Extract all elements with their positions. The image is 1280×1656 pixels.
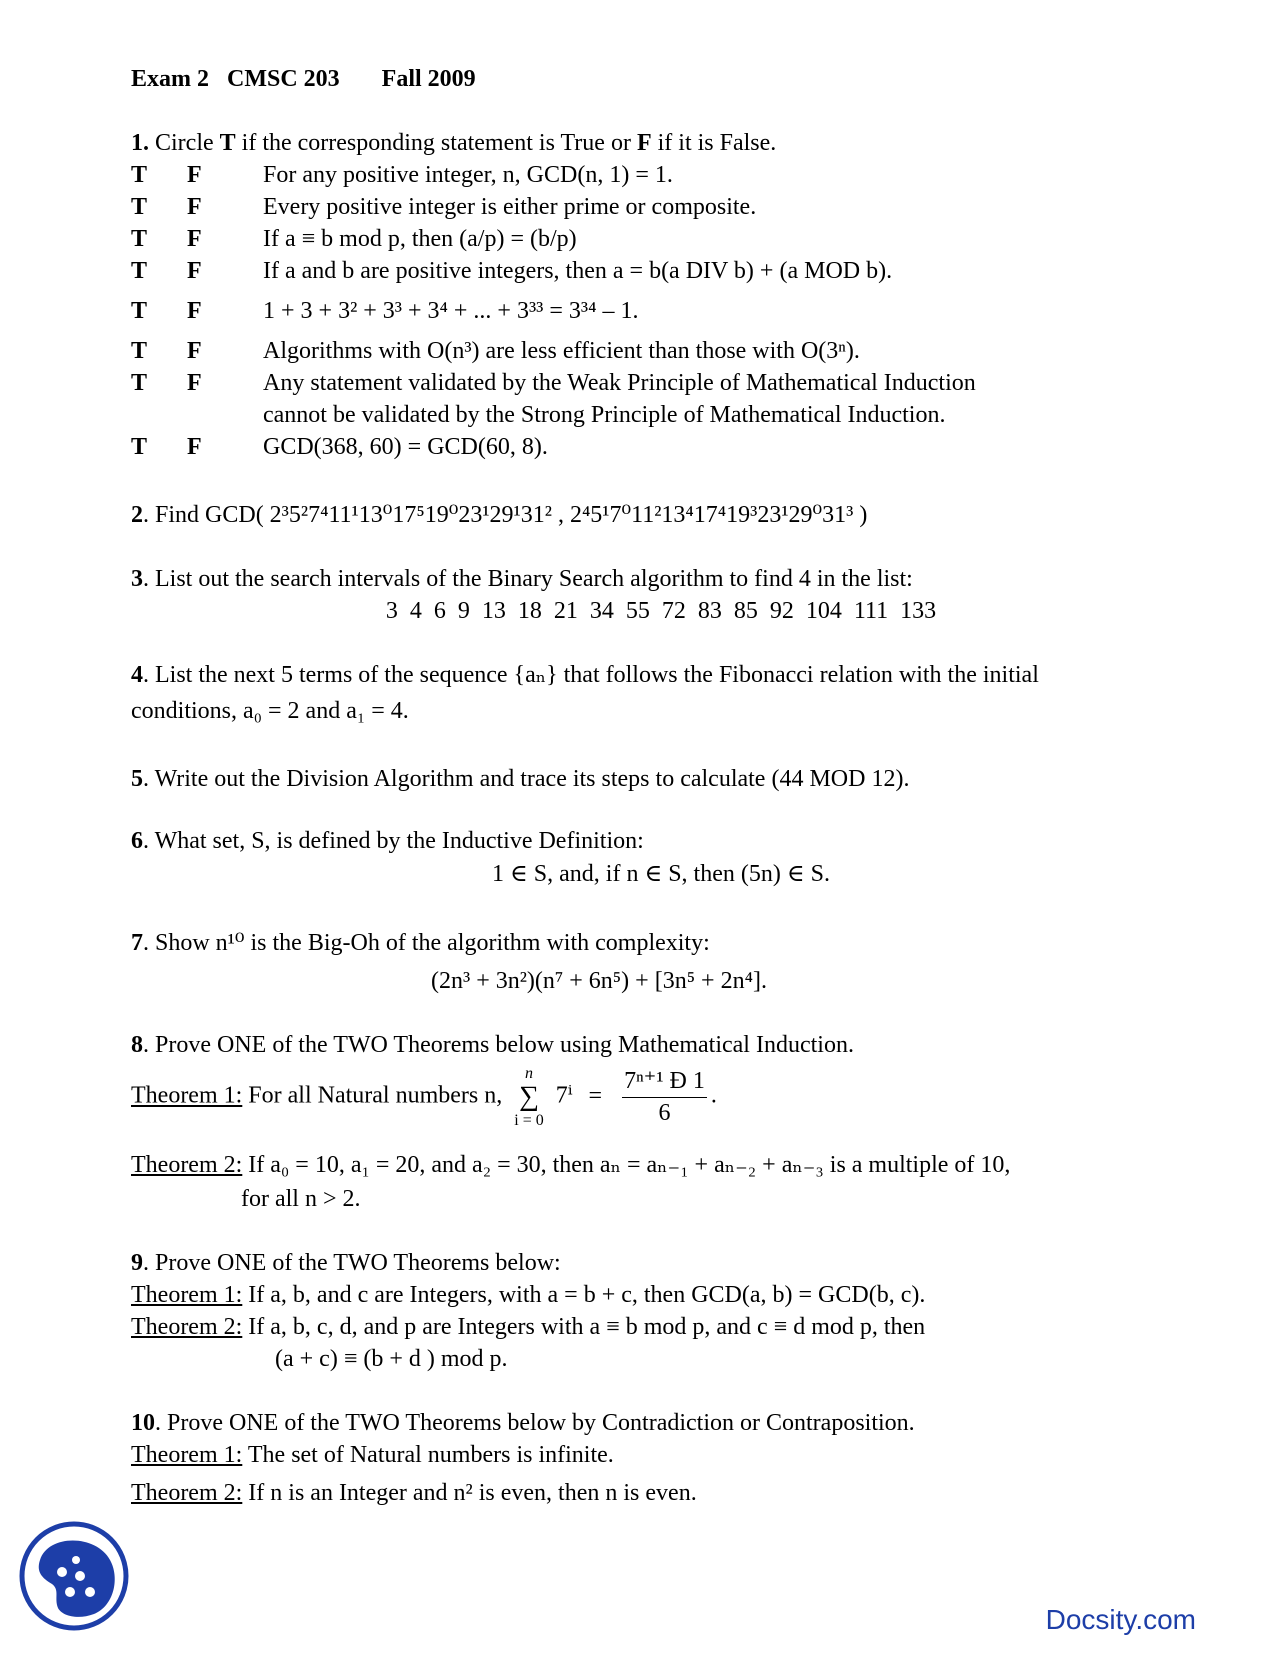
theorem-label: Theorem 1: — [131, 1442, 243, 1468]
q1-intro-t: T — [219, 130, 236, 156]
question-number: 2 — [131, 502, 143, 528]
true-option[interactable]: T — [131, 338, 148, 364]
question-text: . List the next 5 terms of the sequence {aₙ} that follows the Fibonacci relation with the initial — [143, 662, 1039, 688]
question-number: 3 — [131, 566, 143, 592]
theorem-text: For all Natural numbers n, — [248, 1082, 503, 1109]
true-option[interactable]: T — [131, 226, 148, 252]
course-label: CMSC 203 — [227, 66, 340, 92]
complexity-expression: (2n³ + 3n²)(n⁷ + 6n⁵) + [3n⁵ + 2n⁴]. — [431, 968, 767, 994]
theorem-text: The set of Natural numbers is infinite. — [247, 1442, 614, 1468]
false-option[interactable]: F — [187, 258, 202, 284]
question-7 — [131, 928, 1191, 959]
question-text: . Prove ONE of the TWO Theorems below using Mathematical Induction. — [143, 1032, 854, 1058]
search-list: 3 4 6 9 13 18 21 34 55 72 83 85 92 104 111 133 — [385, 598, 937, 624]
false-option[interactable]: F — [187, 226, 202, 252]
question-number: 6 — [131, 828, 143, 854]
tf-statement: Every positive integer is either prime or composite. — [263, 194, 757, 220]
question-number: 10 — [131, 1410, 155, 1436]
false-option[interactable]: F — [187, 434, 202, 460]
question-6 — [131, 826, 1191, 857]
equals-sign: = — [588, 1082, 603, 1109]
question-number: 9 — [131, 1250, 143, 1276]
true-option[interactable]: T — [131, 370, 148, 396]
inductive-definition: 1 ∈ S, and, if n ∈ S, then (5n) ∈ S. — [492, 861, 830, 887]
tf-statement: For any positive integer, n, GCD(n, 1) = 1. — [263, 162, 673, 188]
tf-statement: If a and b are positive integers, then a = b(a DIV b) + (a MOD b). — [263, 258, 893, 284]
question-2 — [131, 500, 1191, 531]
question-5 — [131, 764, 1191, 795]
tf-statement: If a ≡ b mod p, then (a/p) = (b/p) — [263, 226, 577, 252]
false-option[interactable]: F — [187, 370, 202, 396]
question-4-continued: conditions, a₀ = 2 and a₁ = 4. — [131, 698, 409, 724]
q1-intro-f: F — [636, 130, 652, 156]
question-text: . List out the search intervals of the Binary Search algorithm to find 4 in the list: — [143, 566, 913, 592]
q1-intro-text: if the corresponding statement is True or — [241, 130, 631, 156]
q10-theorem-1 — [131, 1440, 1191, 1471]
question-number: 8 — [131, 1032, 143, 1058]
summation — [514, 1064, 543, 1130]
theorem-label: Theorem 1: — [131, 1282, 243, 1308]
question-number: 4 — [131, 662, 143, 688]
theorem-text: If a, b, and c are Integers, with a = b + c, then GCD(a, b) = GCD(b, c). — [248, 1282, 926, 1308]
question-number: 1. — [131, 130, 149, 156]
theorem-label: Theorem 2: — [131, 1480, 243, 1506]
q10-theorem-2 — [131, 1478, 1191, 1509]
theorem-text: If a₀ = 10, a₁ = 20, and a₂ = 30, then aₙ = aₙ₋₁ + aₙ₋₂ + aₙ₋₃ is a multiple of 10, — [248, 1152, 1011, 1178]
sigma-icon: ∑ — [519, 1081, 539, 1113]
q8-theorem-1 — [131, 1064, 1191, 1130]
q9-theorem-1 — [131, 1280, 1191, 1311]
question-9 — [131, 1248, 1191, 1279]
q1-intro-text: if it is False. — [657, 130, 777, 156]
fraction-denominator: 6 — [658, 1099, 671, 1126]
sigma-term: 7ⁱ — [555, 1082, 573, 1109]
tf-statement: Algorithms with O(n³) are less efficient than those with O(3ⁿ). — [263, 338, 860, 364]
true-option[interactable]: T — [131, 194, 148, 220]
theorem-label: Theorem 2: — [131, 1152, 243, 1178]
question-number: 7 — [131, 930, 143, 956]
question-8 — [131, 1030, 1191, 1061]
theorem-label: Theorem 1: — [131, 1082, 243, 1109]
false-option[interactable]: F — [187, 338, 202, 364]
theorem-text: If n is an Integer and n² is even, then n is even. — [248, 1480, 697, 1506]
term-label: Fall 2009 — [381, 66, 476, 92]
false-option[interactable]: F — [187, 162, 202, 188]
question-text: . Show n¹⁰ is the Big-Oh of the algorithm with complexity: — [143, 930, 710, 956]
question-4 — [131, 660, 1191, 691]
period: . — [710, 1082, 717, 1109]
q8-theorem-2-continued: for all n > 2. — [241, 1186, 361, 1212]
question-text: . Find GCD( 2³5²7⁴11¹13⁰17⁵19⁰23¹29¹31² , 2⁴5¹7⁰11²13⁴17⁴19³23¹29⁰31³ ) — [143, 502, 868, 528]
true-option[interactable]: T — [131, 434, 148, 460]
tf-statement-continued: cannot be validated by the Strong Principle of Mathematical Induction. — [263, 402, 946, 428]
question-3 — [131, 564, 1191, 595]
q9-theorem-2 — [131, 1312, 1191, 1343]
q8-theorem-2 — [131, 1150, 1191, 1181]
q1-intro-text: Circle — [155, 130, 214, 156]
question-text: . Prove ONE of the TWO Theorems below: — [143, 1250, 561, 1276]
question-text: . Prove ONE of the TWO Theorems below by Contradiction or Contraposition. — [155, 1410, 915, 1436]
question-10 — [131, 1408, 1191, 1439]
docsity-watermark[interactable]: Docsity.com — [1045, 1604, 1196, 1635]
fraction-numerator: 7ⁿ⁺¹ Ð 1 — [622, 1066, 707, 1098]
fraction — [622, 1066, 707, 1129]
question-text: . Write out the Division Algorithm and trace its steps to calculate (44 MOD 12). — [143, 766, 910, 792]
q9-theorem-2-continued: (a + c) ≡ (b + d ) mod p. — [275, 1346, 508, 1372]
exam-label: Exam 2 — [131, 66, 209, 92]
true-option[interactable]: T — [131, 298, 148, 324]
tf-statement: GCD(368, 60) = GCD(60, 8). — [263, 434, 548, 460]
theorem-label: Theorem 2: — [131, 1314, 243, 1340]
docsity-logo-icon — [18, 1520, 130, 1632]
false-option[interactable]: F — [187, 194, 202, 220]
exam-header — [131, 64, 476, 95]
tf-statement: 1 + 3 + 3² + 3³ + 3⁴ + ... + 3³³ = 3³⁴ – 1. — [263, 298, 639, 324]
theorem-text: If a, b, c, d, and p are Integers with a ≡ b mod p, and c ≡ d mod p, then — [248, 1314, 926, 1340]
tf-statement: Any statement validated by the Weak Principle of Mathematical Induction — [263, 370, 976, 396]
question-text: . What set, S, is defined by the Inductive Definition: — [143, 828, 644, 854]
question-1-intro — [131, 128, 1191, 159]
sigma-lower: i = 0 — [514, 1112, 544, 1130]
true-option[interactable]: T — [131, 162, 148, 188]
true-option[interactable]: T — [131, 258, 148, 284]
sigma-upper: n — [524, 1065, 533, 1082]
false-option[interactable]: F — [187, 298, 202, 324]
question-number: 5 — [131, 766, 143, 792]
